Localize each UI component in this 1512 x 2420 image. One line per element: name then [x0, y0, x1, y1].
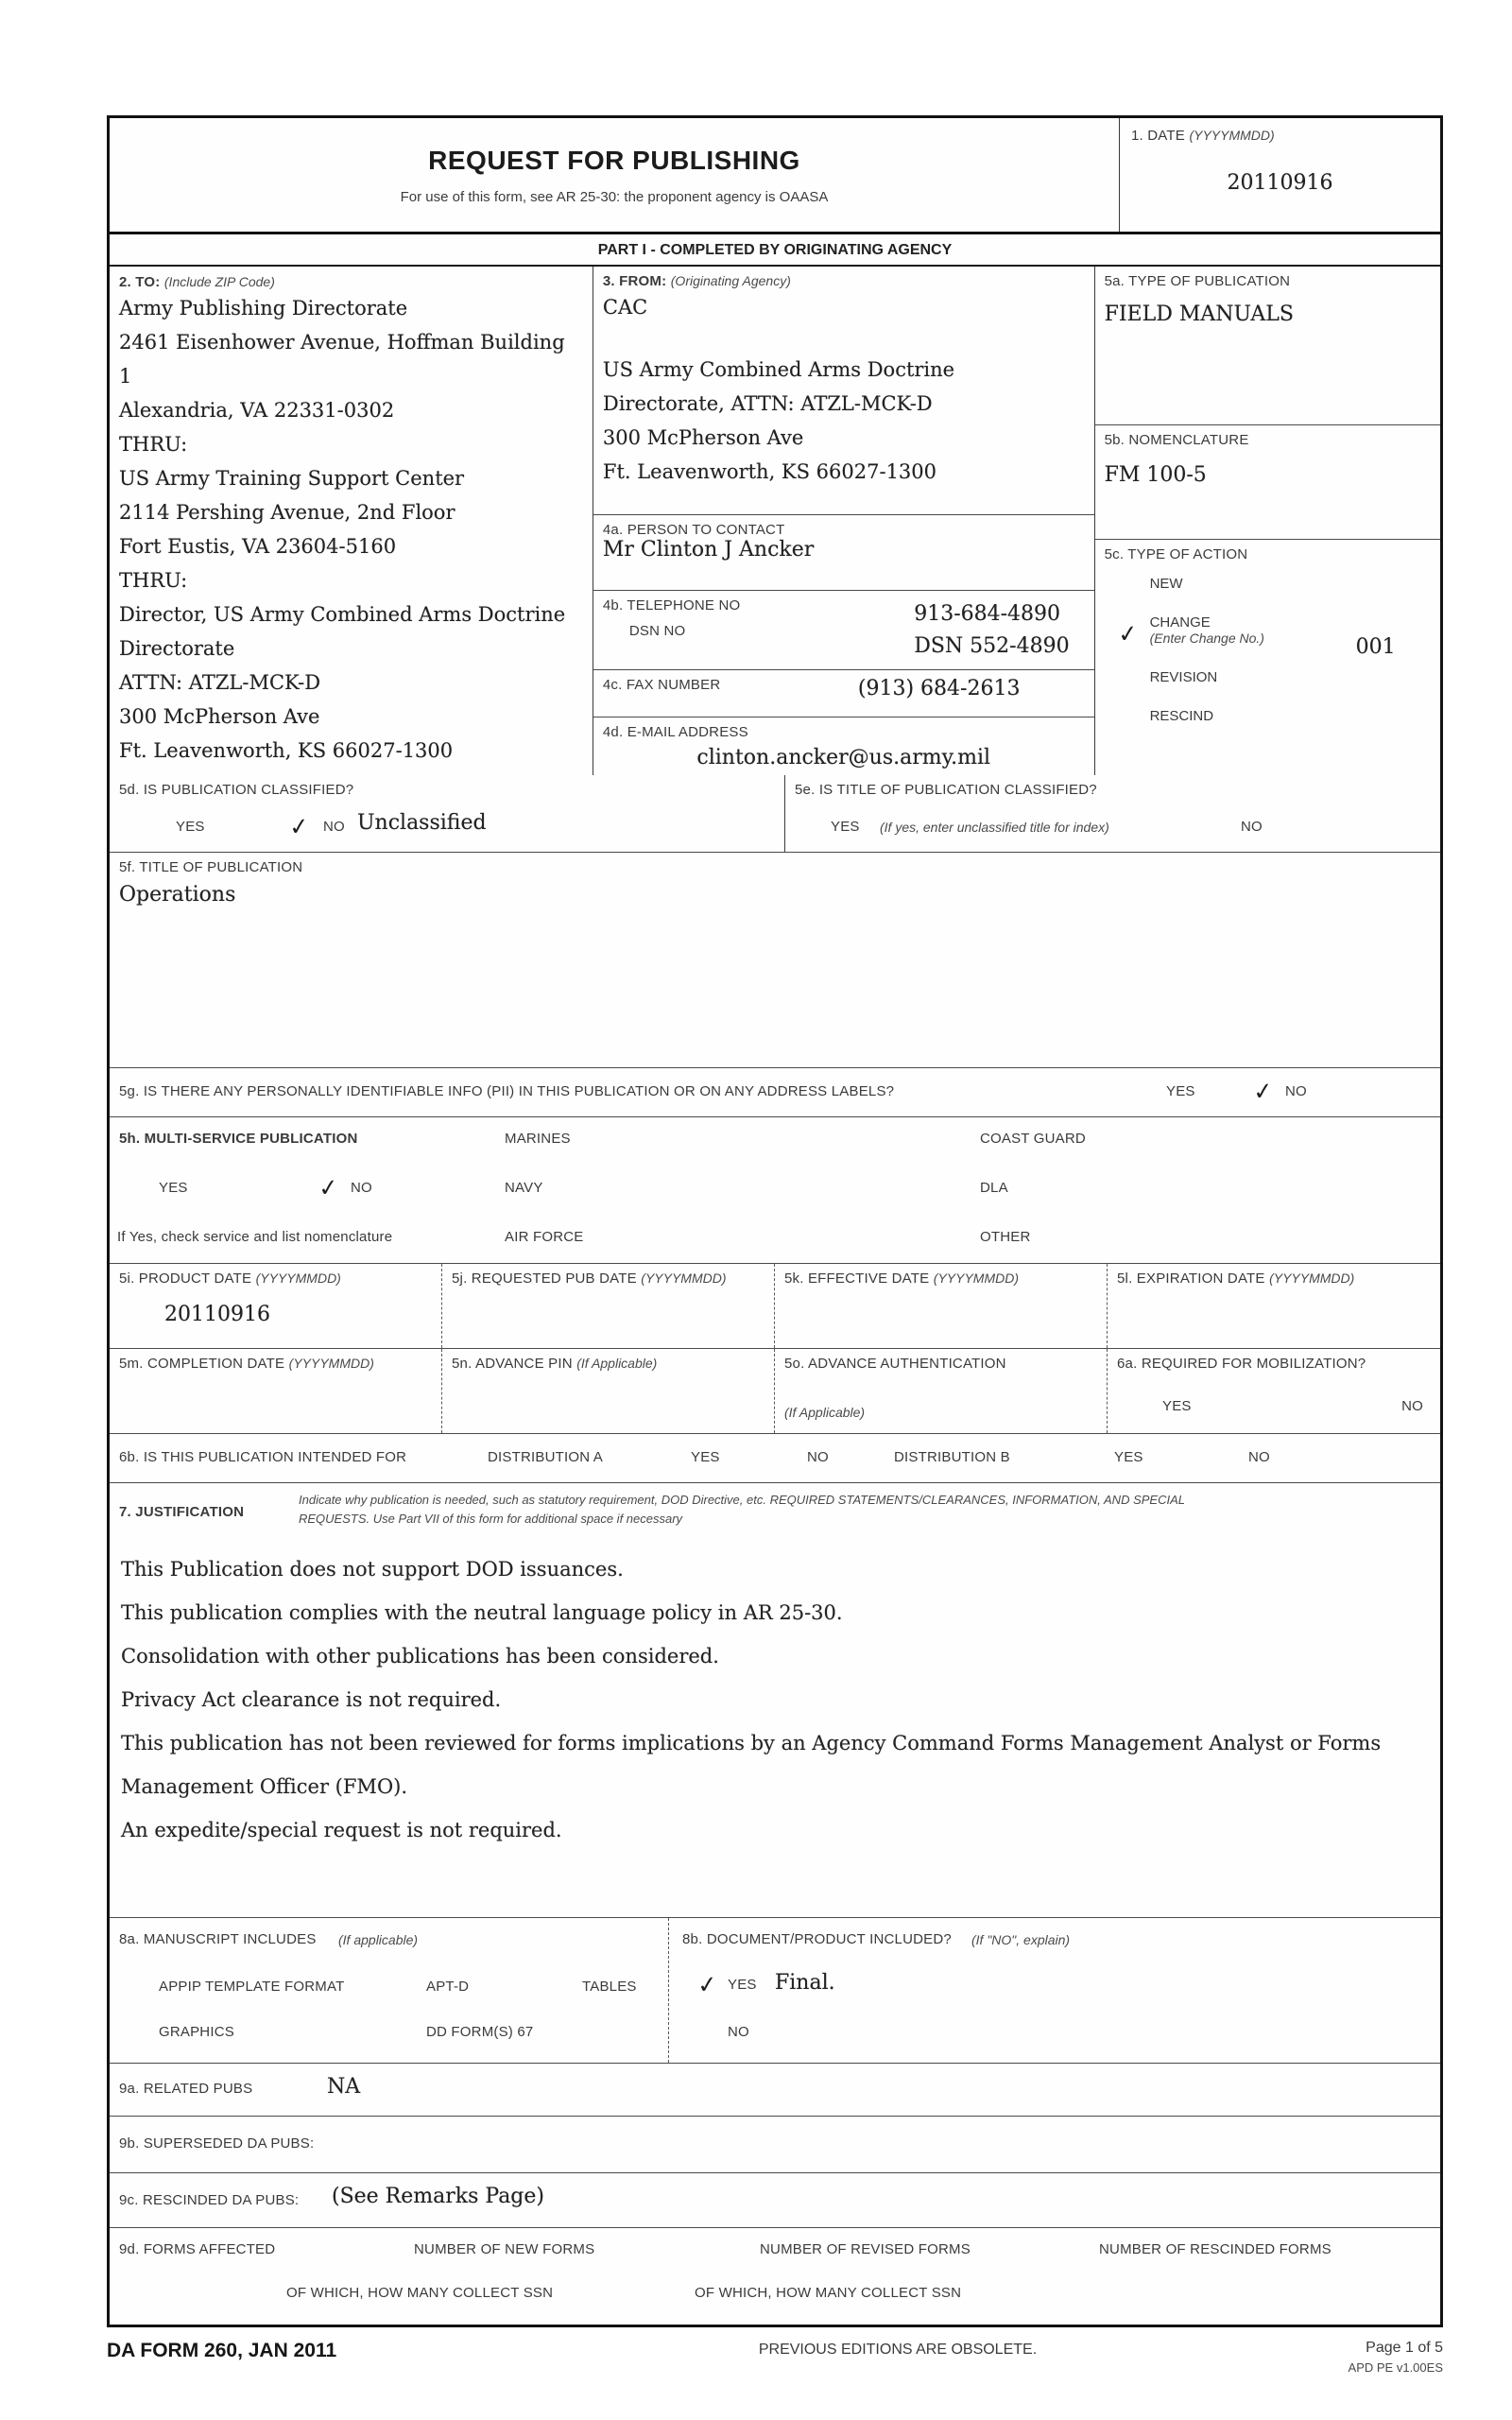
multi-service-label: 5h. MULTI-SERVICE PUBLICATION	[119, 1131, 358, 1147]
rescinded-pubs-label: 9c. RESCINDED DA PUBS:	[119, 2192, 300, 2208]
email-value: clinton.ancker@us.army.mil	[696, 746, 991, 769]
service-other: OTHER	[980, 1229, 1031, 1245]
document-included-format: (If "NO", explain)	[971, 1932, 1071, 1947]
pii-no-checkmark: ✓	[1251, 1076, 1275, 1107]
to-label: 2. TO:	[119, 274, 161, 290]
footer-right	[1235, 2340, 1443, 2375]
superseded-pubs-label: 9b. SUPERSEDED DA PUBS:	[119, 2135, 315, 2152]
to-address-line: Ft. Leavenworth, KS 66027-1300	[119, 739, 454, 762]
mobilization-yes-option: YES	[1162, 1398, 1192, 1414]
main-columns	[110, 267, 1440, 775]
advance-pin-format: (If Applicable)	[576, 1356, 658, 1371]
pii-row	[110, 1068, 1440, 1117]
date-box	[1119, 118, 1440, 232]
appip-template-option: APPIP TEMPLATE FORMAT	[159, 1979, 345, 1995]
multi-service-hint: If Yes, check service and list nomenclature	[117, 1229, 393, 1245]
document-included-yes-checkmark: ✓	[696, 1969, 719, 2000]
service-air-force: AIR FORCE	[505, 1229, 584, 1245]
classified-yes-option: YES	[176, 819, 205, 835]
pii-no-option: NO	[1285, 1083, 1307, 1099]
from-address-line: Ft. Leavenworth, KS 66027-1300	[602, 460, 937, 483]
new-forms-ssn-label: OF WHICH, HOW MANY COLLECT SSN	[286, 2285, 554, 2301]
distribution-row	[110, 1434, 1440, 1483]
form-subtitle: For use of this form, see AR 25-30: the proponent agency is OAASA	[400, 188, 829, 205]
document-included-box	[669, 1918, 1440, 2063]
advance-authentication-format: (If Applicable)	[784, 1405, 866, 1420]
distribution-label: 6b. IS THIS PUBLICATION INTENDED FOR	[119, 1449, 407, 1465]
date-value: 20110916	[1227, 171, 1333, 195]
requested-pub-date-box	[442, 1264, 775, 1348]
to-address-line: Director, US Army Combined Arms Doctrine	[119, 603, 566, 626]
justification-line: Privacy Act clearance is not required.	[121, 1688, 502, 1711]
classified-row	[110, 775, 1440, 853]
to-address	[119, 291, 583, 768]
part1-bar: PART I - COMPLETED BY ORIGINATING AGENCY	[110, 234, 1440, 267]
type-of-action-options	[1116, 576, 1431, 724]
type-of-publication-label: 5a. TYPE OF PUBLICATION	[1104, 273, 1291, 289]
mobilization-no-option: NO	[1401, 1398, 1423, 1414]
number-rescinded-forms-label: NUMBER OF RESCINDED FORMS	[1099, 2241, 1332, 2257]
to-format: (Include ZIP Code)	[163, 274, 275, 289]
pub-type-column	[1095, 267, 1440, 775]
action-option-change: ✓ CHANGE (Enter Change No.) 001	[1116, 614, 1396, 659]
rescinded-pubs-box	[110, 2173, 1440, 2228]
document-included-value: Final.	[775, 1971, 835, 1995]
from-address-line: US Army Combined Arms Doctrine	[602, 358, 955, 381]
from-address	[603, 290, 1085, 489]
multi-service-no-checkmark: ✓	[317, 1172, 340, 1203]
distribution-b-yes-option: YES	[1114, 1449, 1143, 1465]
distribution-a-no-option: NO	[807, 1449, 829, 1465]
document-included-no-option: NO	[728, 2024, 749, 2040]
distribution-a-label: DISTRIBUTION A	[488, 1449, 603, 1465]
apt-d-option: APT-D	[426, 1979, 470, 1995]
requested-pub-date-label: 5j. REQUESTED PUB DATE	[452, 1270, 637, 1287]
pii-label: 5g. IS THERE ANY PERSONALLY IDENTIFIABLE INFO (PII) IN THIS PUBLICATION OR ON ANY ADDRESS LABELS?	[119, 1083, 895, 1099]
title-classified-label: 5e. IS TITLE OF PUBLICATION CLASSIFIED?	[795, 782, 1097, 798]
mobilization-box	[1108, 1349, 1440, 1433]
manuscript-includes-box	[110, 1918, 669, 2063]
justification-line: This publication complies with the neutral language policy in AR 25-30.	[121, 1601, 843, 1624]
obsolete-note: PREVIOUS EDITIONS ARE OBSOLETE.	[758, 2342, 1038, 2358]
fax-value: (913) 684-2613	[857, 677, 1021, 700]
form-header-left	[110, 118, 1119, 232]
title-of-publication-value: Operations	[119, 883, 236, 907]
software-version: APD PE v1.00ES	[1348, 2360, 1443, 2375]
multi-service-no-option: NO	[351, 1180, 372, 1196]
dsn-value: DSN 552-4890	[914, 634, 1070, 658]
from-format: (Originating Agency)	[670, 273, 791, 288]
email-box	[593, 717, 1094, 775]
product-date-value: 20110916	[164, 1303, 270, 1326]
product-date-box	[110, 1264, 442, 1348]
completion-date-format: (YYYYMMDD)	[288, 1356, 374, 1371]
person-to-contact-label: 4a. PERSON TO CONTACT	[602, 522, 785, 538]
advance-pin-box	[442, 1349, 775, 1433]
service-marines: MARINES	[505, 1131, 571, 1147]
nomenclature-box	[1095, 425, 1440, 540]
date-format: (YYYYMMDD)	[1189, 128, 1275, 143]
product-date-format: (YYYYMMDD)	[255, 1270, 341, 1286]
justification-header	[110, 1483, 1440, 1546]
form-id: DA FORM 260, JAN 2011	[107, 2340, 337, 2361]
justification-text	[110, 1546, 1440, 1854]
justification-line: This Publication does not support DOD issuances.	[121, 1558, 624, 1581]
revised-forms-ssn-label: OF WHICH, HOW MANY COLLECT SSN	[695, 2285, 962, 2301]
classified-no-option: NO	[323, 819, 345, 835]
form-title: REQUEST FOR PUBLISHING	[428, 145, 800, 175]
to-address-line: ATTN: ATZL-MCK-D	[119, 671, 321, 694]
document-included-yes-option: YES	[728, 1977, 757, 1993]
advance-authentication-box	[775, 1349, 1108, 1433]
service-coast-guard: COAST GUARD	[980, 1131, 1086, 1147]
tables-option: TABLES	[582, 1979, 637, 1995]
manuscript-includes-format: (If applicable)	[338, 1932, 419, 1947]
justification-line: An expedite/special request is not required.	[121, 1819, 562, 1841]
effective-date-format: (YYYYMMDD)	[933, 1270, 1020, 1286]
action-option-new: NEW	[1149, 576, 1183, 592]
number-new-forms-label: NUMBER OF NEW FORMS	[414, 2241, 595, 2257]
from-label: 3. FROM:	[602, 273, 667, 289]
pii-yes-option: YES	[1166, 1083, 1195, 1099]
mobilization-label: 6a. REQUIRED FOR MOBILIZATION?	[1117, 1356, 1366, 1372]
change-sub-label: (Enter Change No.)	[1149, 631, 1264, 646]
from-address-line: 300 McPherson Ave	[602, 426, 804, 449]
rescinded-pubs-value: (See Remarks Page)	[332, 2185, 544, 2208]
title-of-publication-box	[110, 853, 1440, 1068]
dsn-label: DSN NO	[628, 623, 686, 639]
from-column	[593, 267, 1095, 775]
expiration-date-label: 5l. EXPIRATION DATE	[1117, 1270, 1265, 1287]
justification-line: Consolidation with other publications has been considered.	[121, 1645, 719, 1668]
type-of-action-box	[1095, 540, 1440, 775]
justification-box	[110, 1483, 1440, 1918]
forms-affected-label: 9d. FORMS AFFECTED	[119, 2241, 276, 2257]
number-revised-forms-label: NUMBER OF REVISED FORMS	[760, 2241, 971, 2257]
type-of-action-label: 5c. TYPE OF ACTION	[1104, 546, 1248, 562]
superseded-pubs-box	[110, 2117, 1440, 2173]
type-of-publication-value: FIELD MANUALS	[1104, 302, 1294, 326]
title-classified-box	[785, 775, 1440, 852]
to-address-line: 2461 Eisenhower Avenue, Hoffman Building 1	[119, 331, 565, 388]
type-of-publication-box	[1095, 267, 1440, 425]
manuscript-row	[110, 1918, 1440, 2064]
da-form-260	[107, 115, 1443, 2327]
forms-affected-box	[110, 2228, 1440, 2325]
expiration-date-box	[1108, 1264, 1440, 1348]
to-address-line: Army Publishing Directorate	[119, 297, 408, 320]
form-header	[110, 118, 1440, 234]
telephone-value: 913-684-4890	[914, 602, 1061, 626]
page-number: Page 1 of 5	[1366, 2340, 1443, 2356]
to-address-line: Alexandria, VA 22331-0302	[119, 399, 395, 422]
publication-classified-label: 5d. IS PUBLICATION CLASSIFIED?	[119, 782, 354, 798]
distribution-b-no-option: NO	[1248, 1449, 1270, 1465]
related-pubs-label: 9a. RELATED PUBS	[119, 2081, 253, 2097]
effective-date-box	[775, 1264, 1108, 1348]
product-date-label: 5i. PRODUCT DATE	[119, 1270, 252, 1287]
to-box	[110, 267, 593, 775]
justification-line: This publication has not been reviewed for forms implications by an Agency Command Forms Management Analyst or Forms Management Officer (FMO).	[121, 1732, 1382, 1798]
related-pubs-value: NA	[327, 2075, 361, 2099]
change-checkmark: ✓	[1116, 618, 1139, 649]
nomenclature-value: FM 100-5	[1104, 463, 1207, 487]
title-classified-hint: (If yes, enter unclassified title for index)	[880, 820, 1109, 835]
nomenclature-label: 5b. NOMENCLATURE	[1104, 432, 1249, 448]
distribution-b-label: DISTRIBUTION B	[894, 1449, 1010, 1465]
service-dla: DLA	[980, 1180, 1008, 1196]
to-address-line: Fort Eustis, VA 23604-5160	[119, 535, 397, 558]
requested-pub-date-format: (YYYYMMDD)	[641, 1270, 727, 1286]
dd-form-67-option: DD FORM(S) 67	[426, 2024, 534, 2040]
email-label: 4d. E-MAIL ADDRESS	[602, 724, 748, 740]
to-address-line: 300 McPherson Ave	[119, 705, 320, 728]
classified-no-checkmark: ✓	[287, 811, 311, 842]
justification-hint: Indicate why publication is needed, such as statutory requirement, DOD Directive, etc. REQUIRED STATEMENTS/CLEARANCES, INFORMATION, AND SPECIAL REQUESTS. Use Part VII of this form for additional space if necessary	[299, 1493, 1185, 1526]
effective-date-label: 5k. EFFECTIVE DATE	[784, 1270, 930, 1287]
person-to-contact-box	[593, 515, 1094, 591]
title-classified-yes-option: YES	[831, 819, 860, 835]
related-pubs-box	[110, 2064, 1440, 2117]
multi-service-yes-option: YES	[159, 1180, 188, 1196]
advance-pin-label: 5n. ADVANCE PIN	[452, 1356, 573, 1372]
telephone-label: 4b. TELEPHONE NO	[602, 597, 741, 614]
graphics-option: GRAPHICS	[159, 2024, 234, 2040]
telephone-box	[593, 591, 1094, 670]
fax-label: 4c. FAX NUMBER	[602, 677, 721, 693]
manuscript-includes-label: 8a. MANUSCRIPT INCLUDES	[119, 1931, 317, 1947]
to-address-line: Directorate	[119, 637, 235, 660]
multi-service-box	[110, 1117, 1440, 1264]
to-address-line: 2114 Pershing Avenue, 2nd Floor	[119, 501, 455, 524]
publication-classified-box	[110, 775, 785, 852]
action-option-rescind: RESCIND	[1149, 708, 1214, 724]
change-number-value: 001	[1355, 635, 1396, 659]
title-classified-no-option: NO	[1241, 819, 1263, 835]
justification-label: 7. JUSTIFICATION	[119, 1504, 245, 1520]
document-included-label: 8b. DOCUMENT/PRODUCT INCLUDED?	[682, 1931, 952, 1947]
dates-row-1	[110, 1264, 1440, 1349]
to-address-line: THRU:	[119, 569, 188, 592]
fax-box	[593, 670, 1094, 717]
to-label-row	[119, 274, 583, 291]
from-address-line: CAC	[602, 296, 648, 319]
person-to-contact-value: Mr Clinton J Ancker	[602, 538, 815, 562]
date-label: 1. DATE	[1131, 128, 1185, 144]
to-address-line: US Army Training Support Center	[119, 467, 465, 490]
distribution-a-yes-option: YES	[691, 1449, 720, 1465]
dates-row-2	[110, 1349, 1440, 1434]
telephone-values	[914, 598, 1069, 663]
completion-date-box	[110, 1349, 442, 1433]
classified-value: Unclassified	[357, 811, 487, 835]
title-of-publication-label: 5f. TITLE OF PUBLICATION	[119, 859, 303, 875]
form-footer	[107, 2340, 1443, 2375]
action-option-revision: REVISION	[1149, 669, 1218, 685]
from-box	[593, 267, 1094, 515]
completion-date-label: 5m. COMPLETION DATE	[119, 1356, 285, 1372]
expiration-date-format: (YYYYMMDD)	[1269, 1270, 1355, 1286]
to-address-line: THRU:	[119, 433, 188, 456]
service-navy: NAVY	[505, 1180, 543, 1196]
advance-authentication-label: 5o. ADVANCE AUTHENTICATION	[784, 1356, 1006, 1372]
from-address-line: Directorate, ATTN: ATZL-MCK-D	[602, 392, 933, 415]
